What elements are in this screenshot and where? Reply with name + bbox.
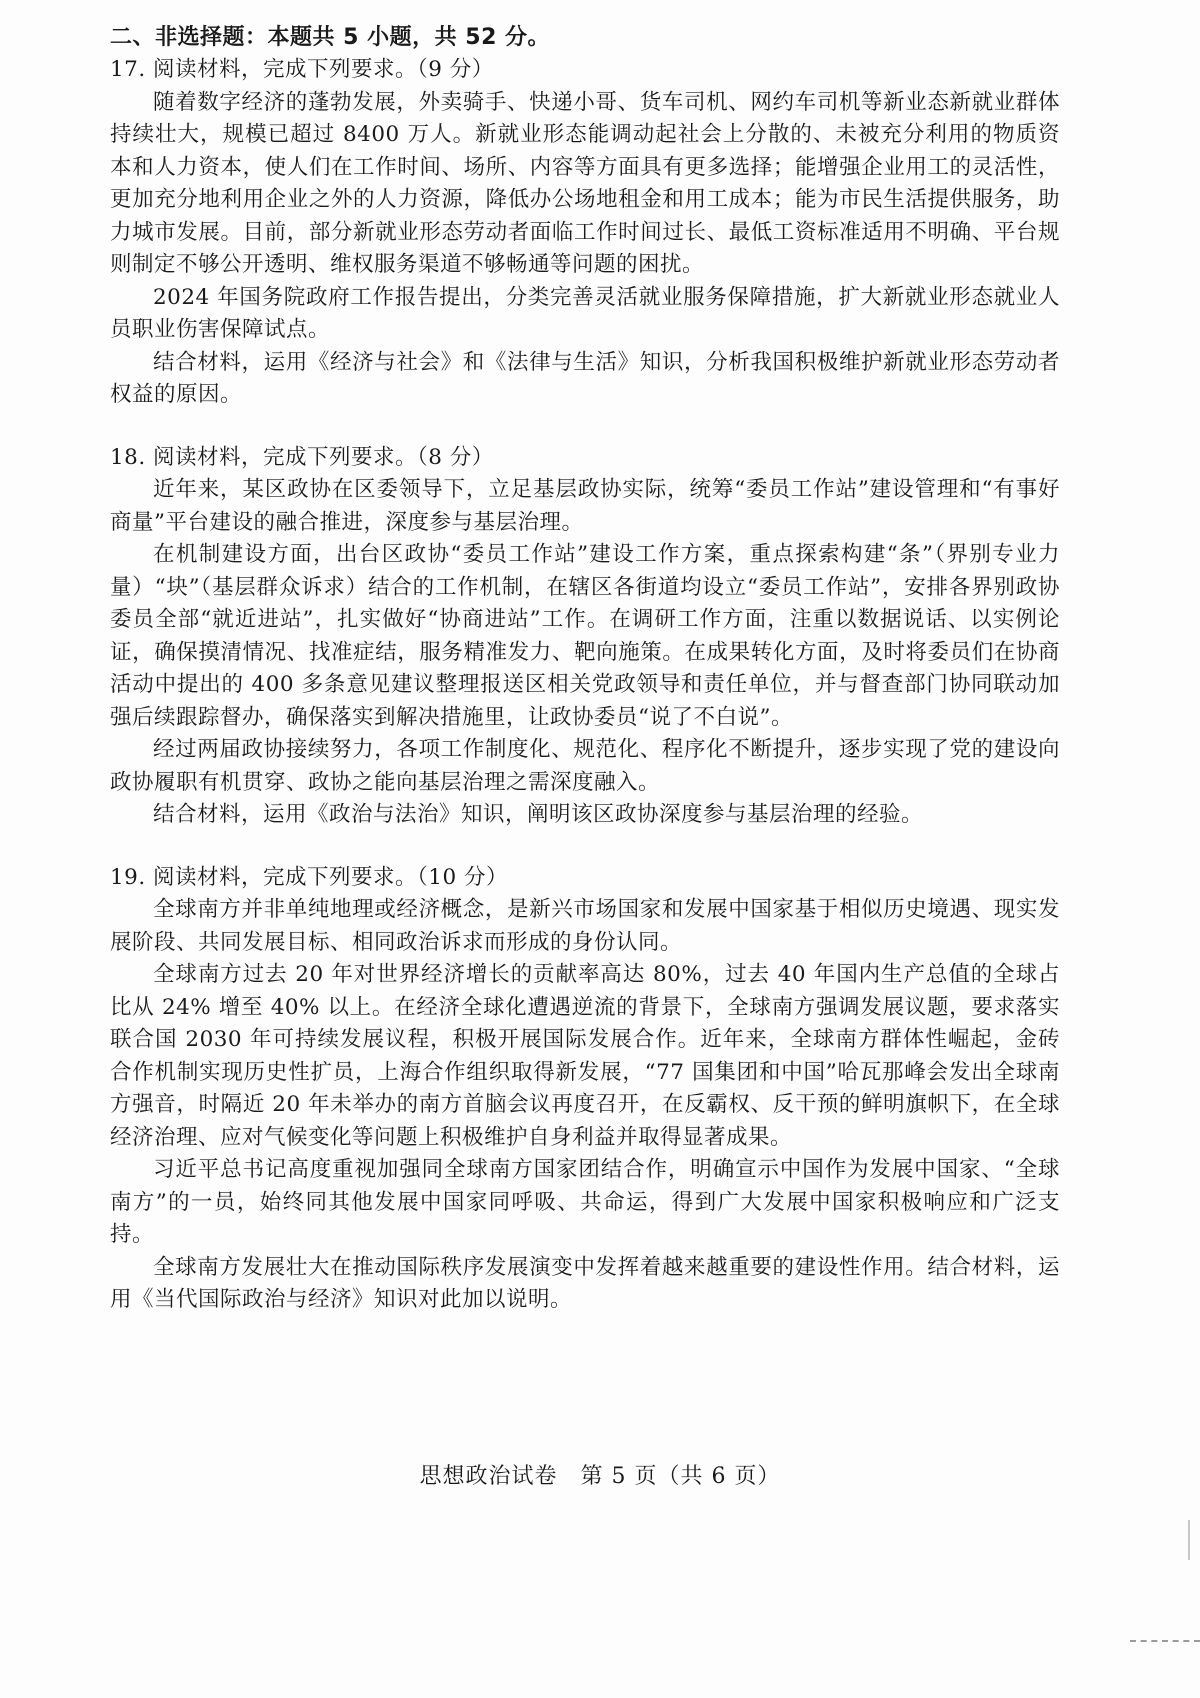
question-paragraph: 在机制建设方面，出台区政协“委员工作站”建设工作方案，重点探索构建“条”（界别专业力量）“块”（基层群众诉求）结合的工作机制，在辖区各街道均设立“委员工作站”，安排各界别政协委员全部“就近进站”，扎实做好“协商进站”工作。在调研工作方面，注重以数据说话、以实例论证，确保摸清情况、找准症结，服务精准发力、靶向施策。在成果转化方面，及时将委员们在协商活动中提出的 400 多条意见建议整理报送区相关党政领导和责任单位，并与督查部门协同联动加强后续跟踪督办，确保落实到解决措施里，让政协委员“说了不白说”。 [110, 542, 1060, 730]
question-header: 19. 阅读材料，完成下列要求。（10 分） [110, 864, 508, 890]
question-paragraph: 经过两届政协接续努力，各项工作制度化、规范化、程序化不断提升，逐步实现了党的建设向政协履职有机贯穿、政协之能向基层治理之需深度融入。 [110, 737, 1060, 795]
question-header: 18. 阅读材料，完成下列要求。（8 分） [110, 444, 494, 470]
question-paragraph: 习近平总书记高度重视加强同全球南方国家团结合作，明确宣示中国作为发展中国家、“全球南方”的一员，始终同其他发展中国家同呼吸、共命运，得到广大发展中国家积极响应和广泛支持。 [110, 1157, 1060, 1247]
section-title: 二、非选择题：本题共 5 小题，共 52 分。 [110, 25, 551, 50]
question-prompt: 结合材料，运用《政治与法治》知识，阐明该区政协深度参与基层治理的经验。 [153, 802, 924, 827]
question-prompt: 结合材料，运用《经济与社会》和《法律与生活》知识，分析我国积极维护新就业形态劳动者权益的原因。 [110, 349, 1060, 407]
page-content [110, 22, 1060, 1317]
question-paragraph: 近年来，某区政协在区委领导下，立足基层政协实际，统筹“委员工作站”建设管理和“有事好商量”平台建设的融合推进，深度参与基层治理。 [110, 477, 1060, 535]
question-18 [110, 442, 1060, 832]
question-19 [110, 862, 1060, 1317]
question-paragraph: 全球南方过去 20 年对世界经济增长的贡献率高达 80%，过去 40 年国内生产总值的全球占比从 24% 增至 40% 以上。在经济全球化遭遇逆流的背景下，全球南方强调发展议题，要求落实联合国 2030 年可持续发展议程，积极开展国际发展合作。近年来，全球南方群体性崛起，金砖合作机制实现历史性扩员，上海合作组织取得新发展，“77 国集团和中国”哈瓦那峰会发出全球南方强音，时隔近 20 年未举办的南方首脑会议再度召开，在反霸权、反干预的鲜明旗帜下，在全球经济治理、应对气候变化等问题上积极维护自身利益并取得显著成果。 [110, 962, 1060, 1150]
scan-edge-mark [1130, 1640, 1200, 1644]
scan-tick-mark [1188, 1520, 1190, 1560]
question-prompt: 全球南方发展壮大在推动国际秩序发展演变中发挥着越来越重要的建设性作用。结合材料，运用《当代国际政治与经济》知识对此加以说明。 [110, 1254, 1060, 1312]
question-17 [110, 54, 1060, 412]
question-paragraph: 2024 年国务院政府工作报告提出，分类完善灵活就业服务保障措施，扩大新就业形态就业人员职业伤害保障试点。 [110, 284, 1060, 342]
page-footer: 思想政治试卷 第 5 页（共 6 页） [419, 1464, 781, 1489]
question-paragraph: 随着数字经济的蓬勃发展，外卖骑手、快递小哥、货车司机、网约车司机等新业态新就业群体持续壮大，规模已超过 8400 万人。新就业形态能调动起社会上分散的、未被充分利用的物质资本和人力资本，使人们在工作时间、场所、内容等方面具有更多选择；能增强企业用工的灵活性，更加充分地利用企业之外的人力资源，降低办公场地租金和用工成本；能为市民生活提供服务，助力城市发展。目前，部分新就业形态劳动者面临工作时间过长、最低工资标准适用不明确、平台规则制定不够公开透明、维权服务渠道不够畅通等问题的困扰。 [110, 89, 1060, 277]
question-paragraph: 全球南方并非单纯地理或经济概念，是新兴市场国家和发展中国家基于相似历史境遇、现实发展阶段、共同发展目标、相同政治诉求而形成的身份认同。 [110, 897, 1060, 955]
question-header: 17. 阅读材料，完成下列要求。（9 分） [110, 57, 494, 82]
